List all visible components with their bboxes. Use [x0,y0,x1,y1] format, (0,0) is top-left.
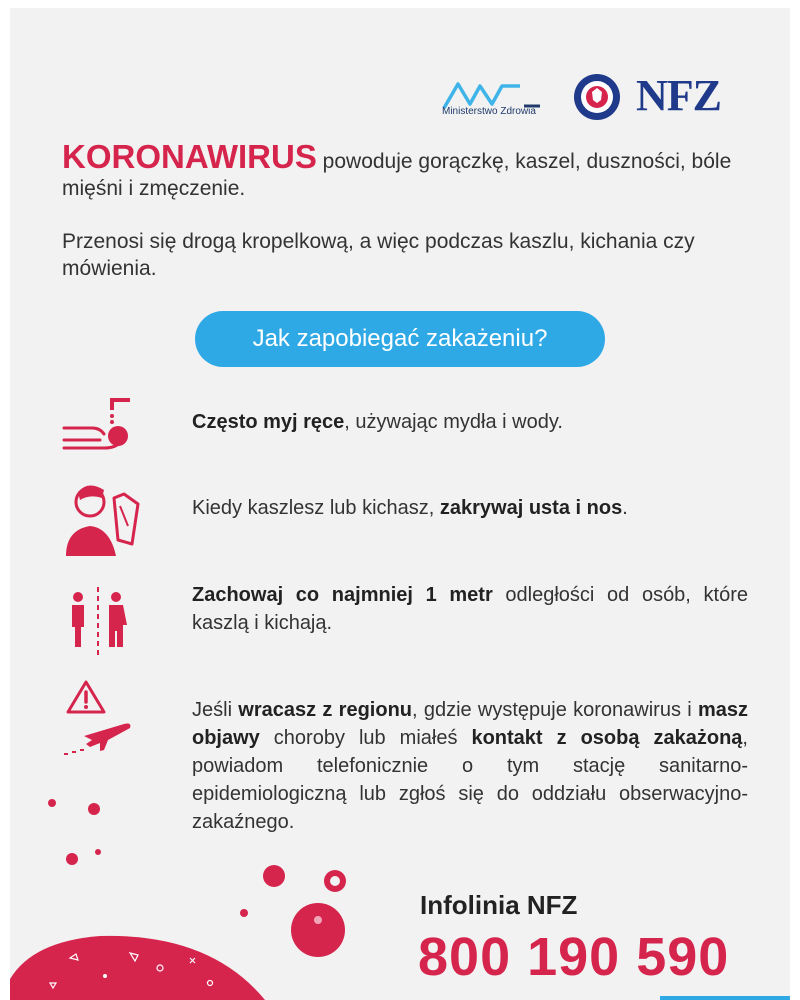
tip-3-text: odległości od osób, które kaszlą i kichają. [192,584,748,634]
leaflet-page [10,8,790,1000]
ministry-of-health-logo [440,68,550,128]
prevention-heading-button: Jak zapobiegać zakażeniu? [195,311,605,367]
intro-text [62,138,762,308]
tip-4-bold-3: kontakt z osobą zakażoną [471,727,743,749]
tip-2-bold: zakrywaj usta i nos [439,497,623,519]
tip-4-bold-2: masz objawy [192,699,748,749]
tip-4-text-4: , powiadom telefonicznie o tym stację sanitarno-epidemiologiczną lub zgłoś się do oddziału obserwacyjno-zakaźnego. [192,727,748,833]
tip-cover-mouth [192,494,748,522]
intro-paragraph-1 [62,138,762,202]
hotline-number[interactable]: 800 190 590 [418,927,730,987]
tip-3-bold: Zachowaj co najmniej 1 metr [192,584,493,606]
travel-warning-icon [62,680,142,760]
tip-4-text-2: , gdzie występuje koronawirus i [412,699,698,721]
sanitary-inspection-seal [572,72,622,122]
cough-cover-icon [62,480,142,560]
intro-line-1: powoduje gorączkę, kaszel, duszności, bóle mięśni i zmęczenie. [62,150,732,200]
hand-washing-icon [62,388,142,468]
tip-4-bold-1: wracasz z regionu [238,699,413,721]
tip-keep-distance [192,581,748,637]
tip-travel-symptoms [192,696,748,836]
keyword-koronawirus: KORONAWIRUS [62,138,317,175]
tip-2-text-pre: Kiedy kaszlesz lub kichasz, [192,497,440,519]
nfz-logo: NFZ [636,71,721,120]
hotline-label: Infolinia NFZ [420,890,578,920]
distance-icon [62,583,142,663]
ministry-logo-text: Ministerstwo Zdrowia [442,106,536,117]
logo-bar [440,68,760,128]
tip-wash-hands [192,408,748,436]
tip-4-text-1: Jeśli [192,699,239,721]
intro-paragraph-2: Przenosi się drogą kropelkową, a więc podczas kaszlu, kichania czy mówienia. [62,230,695,280]
tip-1-bold: Często myj ręce [192,411,345,433]
tip-2-text: . [622,497,628,519]
tip-4-text-3: choroby lub miałeś [259,727,472,749]
tip-1-text: , używając mydła i wody. [344,411,563,433]
